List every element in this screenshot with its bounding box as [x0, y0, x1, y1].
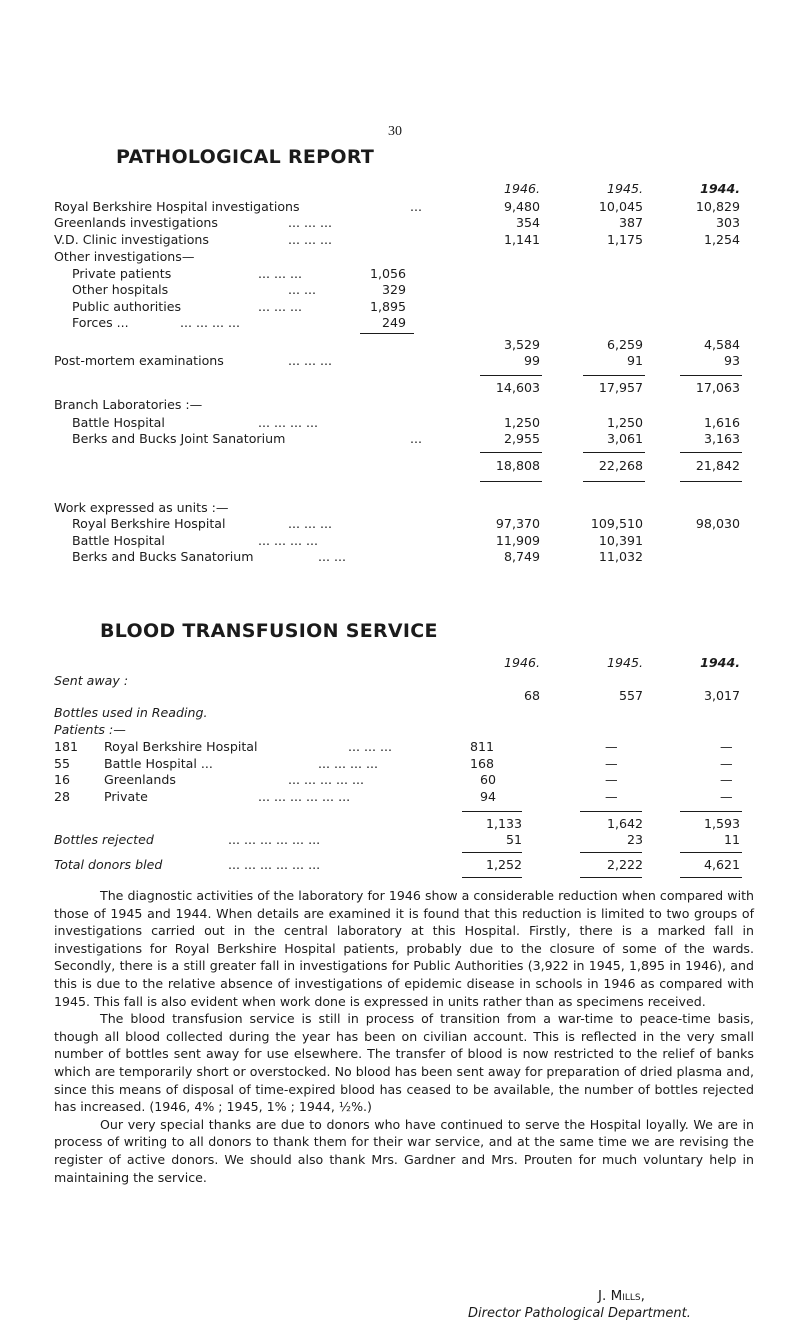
table-cell: 11,032 [598, 549, 643, 564]
table-cell: — [720, 739, 733, 754]
table-cell: 10,391 [598, 533, 643, 548]
total-rule [462, 877, 522, 878]
table-cell: 1,250 [606, 415, 643, 430]
table-cell: 303 [715, 215, 740, 230]
total-rule [680, 452, 742, 453]
leader-dots: ... ... ... ... [318, 756, 379, 771]
subtotal-cell: 17,957 [598, 380, 643, 395]
table-cell: — [605, 789, 618, 804]
total-rule [680, 877, 742, 878]
leader-dots: ... [410, 199, 423, 214]
row-label: Greenlands [104, 772, 176, 787]
total-rule [480, 452, 542, 453]
table-cell: — [605, 772, 618, 787]
row-label: Berks and Bucks Sanatorium [72, 549, 254, 564]
table-cell: — [720, 756, 733, 771]
bottles-used-heading: Bottles used in Reading. [54, 705, 208, 720]
signature-name: J. Mills, [598, 1288, 645, 1304]
sub-row-label: Public authorities [72, 299, 182, 314]
table-cell: 68 [523, 688, 540, 703]
sub-row-label: Other hospitals [72, 282, 169, 297]
leader-dots: ... ... [318, 549, 347, 564]
row-label: Royal Berkshire Hospital [72, 516, 226, 531]
total-rule [583, 452, 645, 453]
table-cell: 11 [723, 832, 740, 847]
table-cell: 10,045 [598, 199, 643, 214]
table-cell: 23 [626, 832, 643, 847]
leader-dots: ... ... ... ... [258, 533, 319, 548]
sub-cell: 249 [381, 315, 406, 330]
row-label: Royal Berkshire Hospital investigations [54, 199, 300, 214]
leader-dots: ... [410, 431, 423, 446]
total-rule [462, 852, 522, 853]
table-cell: 1,175 [606, 232, 643, 247]
subtotal-cell: 1,133 [485, 816, 522, 831]
table-cell: 1,616 [703, 415, 740, 430]
row-label: Battle Hospital [72, 533, 165, 548]
paragraph: The diagnostic activities of the laboratory for 1946 show a considerable reduction when compared with those of 1945 and 1944. When details are examined it is found that this reduction is limited to two groups of investigations carried out in the central laboratory at this Hospital. Firstly, there is a marked fall in investigations for Royal Berkshire Hospital patients, probably due to the closure of some of the wards. Secondly, there is a still greater fall in investigations for Public Authorities (3,922 in 1945, 1,895 in 1946), and this is due to the relative absence of investigations of epidemic disease in schools in 1946 as compared with 1945. This fall is also evident when work done is expressed in units rather than as specimens received. [54, 888, 754, 1009]
leader-dots: ... ... ... ... [180, 315, 241, 330]
total-rule [462, 811, 522, 812]
table-cell: 51 [505, 832, 522, 847]
table-cell: 93 [723, 353, 740, 368]
row-label: Post-mortem examinations [54, 353, 224, 368]
pathological-report-title: PATHOLOGICAL REPORT [116, 146, 375, 168]
subtotal-cell: 22,268 [598, 458, 643, 473]
patient-count: 55 [54, 756, 71, 771]
table-cell: — [720, 789, 733, 804]
row-label: Private [104, 789, 148, 804]
year-header-1946: 1946. [503, 181, 540, 196]
total-rule [480, 481, 542, 482]
table-cell: 91 [626, 353, 643, 368]
subtotal-cell: 18,808 [495, 458, 540, 473]
table-cell: 9,480 [503, 199, 540, 214]
sub-cell: 1,895 [369, 299, 406, 314]
table-cell: 3,061 [606, 431, 643, 446]
total-rule [580, 811, 642, 812]
year-header-1944: 1944. [700, 655, 740, 670]
sub-row-label: Forces ... [72, 315, 129, 330]
row-label: Royal Berkshire Hospital [104, 739, 258, 754]
table-cell: 168 [470, 756, 495, 771]
patient-count: 16 [54, 772, 71, 787]
total-rule [680, 811, 742, 812]
sub-cell: 1,056 [369, 266, 406, 281]
year-header-1944: 1944. [700, 181, 740, 196]
table-cell: 3,529 [503, 337, 540, 352]
subtotal-cell: 1,593 [703, 816, 740, 831]
total-rule [680, 481, 742, 482]
patients-heading: Patients :— [54, 722, 126, 737]
table-cell: 60 [480, 772, 497, 787]
row-label: V.D. Clinic investigations [54, 232, 209, 247]
sent-away-label: Sent away : [54, 673, 129, 688]
table-cell: 11,909 [495, 533, 540, 548]
total-rule [580, 852, 642, 853]
table-cell: 98,030 [695, 516, 740, 531]
table-cell: — [605, 756, 618, 771]
table-cell: 1,141 [503, 232, 540, 247]
table-cell: 10,829 [695, 199, 740, 214]
total-rule [583, 481, 645, 482]
blood-transfusion-title: BLOOD TRANSFUSION SERVICE [100, 620, 438, 642]
table-cell: 354 [515, 215, 540, 230]
table-cell: 1,252 [485, 857, 522, 872]
leader-dots: ... ... ... [288, 232, 333, 247]
row-label: Battle Hospital [72, 415, 165, 430]
table-cell: 1,254 [703, 232, 740, 247]
table-cell: 4,584 [703, 337, 740, 352]
leader-dots: ... ... ... [258, 266, 303, 281]
units-heading: Work expressed as units :— [54, 500, 229, 515]
table-cell: 387 [618, 215, 643, 230]
leader-dots: ... ... ... [348, 739, 393, 754]
subtotal-cell: 14,603 [495, 380, 540, 395]
sub-row-label: Private patients [72, 266, 172, 281]
leader-dots: ... ... ... [288, 215, 333, 230]
year-header-1945: 1945. [606, 181, 643, 196]
table-cell: 4,621 [703, 857, 740, 872]
leader-dots: ... ... ... ... ... [288, 772, 365, 787]
year-header-1946: 1946. [503, 655, 540, 670]
row-label: Battle Hospital ... [104, 756, 213, 771]
table-cell: 1,250 [503, 415, 540, 430]
total-rule [680, 852, 742, 853]
branch-heading: Branch Laboratories :— [54, 397, 203, 412]
table-cell: 109,510 [590, 516, 643, 531]
total-rule [583, 375, 645, 376]
page-number: 30 [388, 124, 402, 139]
year-header-1945: 1945. [606, 655, 643, 670]
leader-dots: ... ... ... ... [258, 415, 319, 430]
sub-cell: 329 [381, 282, 406, 297]
table-cell: 94 [480, 789, 497, 804]
leader-dots: ... ... ... [288, 353, 333, 368]
row-label: Other investigations— [54, 249, 195, 264]
table-cell: 3,163 [703, 431, 740, 446]
row-label: Greenlands investigations [54, 215, 218, 230]
patient-count: 181 [54, 739, 79, 754]
leader-dots: ... ... [288, 282, 317, 297]
paragraph: Our very special thanks are due to donors who have continued to serve the Hospital loyally. We are in process of writing to all donors to thank them for their war service, and at the same time we are revising the register of active donors. We should also thank Mrs. Gardner and Mrs. Prouten for much voluntary help in maintaining the service. [54, 1116, 754, 1185]
table-cell: 97,370 [495, 516, 540, 531]
bottles-rejected-label: Bottles rejected [54, 832, 154, 847]
leader-dots: ... ... ... [288, 516, 333, 531]
table-cell: 99 [523, 353, 540, 368]
total-rule [680, 375, 742, 376]
table-cell: 811 [470, 739, 495, 754]
signature-title: Director Pathological Department. [468, 1306, 691, 1321]
leader-dots: ... ... ... ... ... ... [228, 857, 321, 872]
table-cell: 2,222 [606, 857, 643, 872]
table-cell: — [720, 772, 733, 787]
row-label: Berks and Bucks Joint Sanatorium [72, 431, 286, 446]
subtotal-cell: 21,842 [695, 458, 740, 473]
paragraph: The blood transfusion service is still in process of transition from a war-time to peace-time basis, though all blood collected during the year has been on civilian account. This is reflected in the very small number of bottles sent away for use elsewhere. The transfer of blood is now restricted to the relief of banks which are temporarily short or overstocked. No blood has been sent away for preparation of dried plasma and, since this means of disposal of time-expired blood has ceased to be available, the number of bottles rejected has increased. (1946, 4% ; 1945, 1% ; 1944, ½%.) [54, 1011, 754, 1115]
leader-dots: ... ... ... ... ... ... [228, 832, 321, 847]
total-rule [580, 877, 642, 878]
leader-dots: ... ... ... [258, 299, 303, 314]
table-cell: 6,259 [606, 337, 643, 352]
total-donors-label: Total donors bled [54, 857, 163, 872]
table-cell: 3,017 [703, 688, 740, 703]
patient-count: 28 [54, 789, 71, 804]
table-cell: — [605, 739, 618, 754]
table-cell: 2,955 [503, 431, 540, 446]
report-body [54, 887, 754, 1186]
subtotal-cell: 17,063 [695, 380, 740, 395]
leader-dots: ... ... ... ... ... ... [258, 789, 351, 804]
subtotal-cell: 1,642 [606, 816, 643, 831]
table-cell: 557 [618, 688, 643, 703]
table-cell: 8,749 [503, 549, 540, 564]
total-rule [480, 375, 542, 376]
sub-total-rule [360, 333, 414, 334]
